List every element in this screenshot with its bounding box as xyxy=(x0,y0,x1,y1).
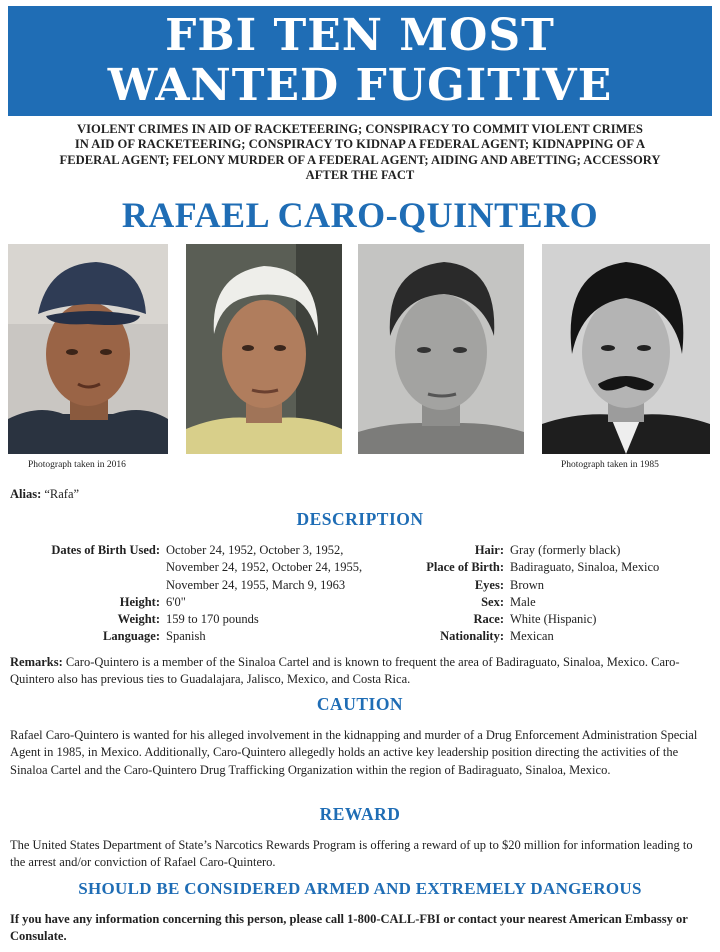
description-label: Hair: xyxy=(474,543,504,557)
caption-1985: Photograph taken in 1985 xyxy=(561,460,659,470)
photo-grayscale xyxy=(358,244,524,454)
description-label: Weight: xyxy=(117,612,160,627)
charges-list xyxy=(10,122,710,184)
charges-line: AFTER THE FACT xyxy=(305,168,415,183)
section-title-reward: REWARD xyxy=(319,804,401,824)
description-row xyxy=(400,542,659,559)
description-value: Badiraguato, Sinaloa, Mexico xyxy=(510,560,660,575)
description-value: Spanish xyxy=(166,629,206,644)
description-value: Gray (formerly black) xyxy=(510,543,621,557)
banner-line-1: FBI TEN MOST xyxy=(165,10,555,61)
armed-warning: SHOULD BE CONSIDERED ARMED AND EXTREMELY DANGEROUS xyxy=(78,879,642,898)
description-label: Nationality: xyxy=(440,629,504,644)
photo-1985 xyxy=(542,244,710,454)
charges-line: IN AID OF RACKETEERING; CONSPIRACY TO KIDNAP A FEDERAL AGENT; KIDNAPPING OF A xyxy=(74,137,646,152)
remarks-text: Caro-Quintero is a member of the Sinaloa Cartel and is known to frequent the area of Badiraguato, Sinaloa, Mexico. Caro-Quintero also has previous ties to Guadalajara, Jalisco, Mexico, and Costa Rica. xyxy=(10,655,680,687)
dob-line: November 24, 1952, October 24, 1955, xyxy=(166,560,363,575)
description-label: Race: xyxy=(473,612,504,627)
description-row xyxy=(30,542,362,594)
reward-text: The United States Department of State’s Narcotics Rewards Program is offering a reward of up to $20 million for information leading to the arrest and/or conviction of Rafael Caro-Quintero. xyxy=(10,838,693,870)
description-row xyxy=(400,628,659,645)
fugitive-name: RAFAEL CARO-QUINTERO xyxy=(121,195,599,235)
description-row xyxy=(400,577,659,594)
dob-line: October 24, 1952, October 3, 1952, xyxy=(166,543,344,557)
alias-label: Alias: xyxy=(10,487,42,501)
dob-line: November 24, 1955, March 9, 1963 xyxy=(166,577,346,592)
description-label: Place of Birth: xyxy=(426,560,504,575)
section-title-description: DESCRIPTION xyxy=(296,509,424,529)
description-value: Brown xyxy=(510,577,545,592)
description-right xyxy=(400,542,659,646)
description-row xyxy=(30,611,362,628)
alias xyxy=(10,487,79,502)
description-label: Language: xyxy=(103,629,160,644)
description-row xyxy=(400,559,659,576)
description-value: White (Hispanic) xyxy=(510,612,597,627)
charges-line: FEDERAL AGENT; FELONY MURDER OF A FEDERAL AGENT; AIDING AND ABETTING; ACCESSORY xyxy=(59,152,661,167)
description-row xyxy=(400,611,659,628)
description-row xyxy=(30,628,362,645)
description-row xyxy=(30,594,362,611)
section-title-caution: CAUTION xyxy=(316,694,404,714)
header-banner xyxy=(8,6,712,116)
banner-line-2: WANTED FUGITIVE xyxy=(107,60,613,111)
description-row xyxy=(400,594,659,611)
alias-value: “Rafa” xyxy=(44,487,80,501)
charges-line: VIOLENT CRIMES IN AID OF RACKETEERING; CONSPIRACY TO COMMIT VIOLENT CRIMES xyxy=(77,122,643,136)
description-left xyxy=(30,542,362,646)
description-value xyxy=(160,542,362,594)
remarks-label: Remarks: xyxy=(10,655,63,669)
description-label: Dates of Birth Used: xyxy=(51,543,160,557)
description-label: Eyes: xyxy=(474,577,504,592)
photo-white-hair xyxy=(186,244,342,454)
photo-2016 xyxy=(8,244,168,454)
caution-text: Rafael Caro-Quintero is wanted for his alleged involvement in the kidnapping and murder of a Drug Enforcement Administration Special Agent in 1985, in Mexico. Additionally, Caro-Quintero allegedly holds an active key leadership position directing the activities of the Sinaloa Cartel and the Caro-Quintero Drug Trafficking Organization within the region of Badiraguato, Sinaloa, Mexico. xyxy=(10,728,698,777)
caption-2016: Photograph taken in 2016 xyxy=(28,460,126,470)
description-label: Sex: xyxy=(481,594,504,609)
contact-info: If you have any information concerning this person, please call 1-800-CALL-FBI or contact your nearest American Embassy or Consulate. xyxy=(10,912,688,943)
description-value: Mexican xyxy=(510,629,554,644)
description-value: 6'0" xyxy=(166,594,186,609)
description-value: 159 to 170 pounds xyxy=(166,612,259,627)
description-label: Height: xyxy=(119,594,160,609)
remarks xyxy=(10,654,710,689)
description-value: Male xyxy=(510,594,536,609)
